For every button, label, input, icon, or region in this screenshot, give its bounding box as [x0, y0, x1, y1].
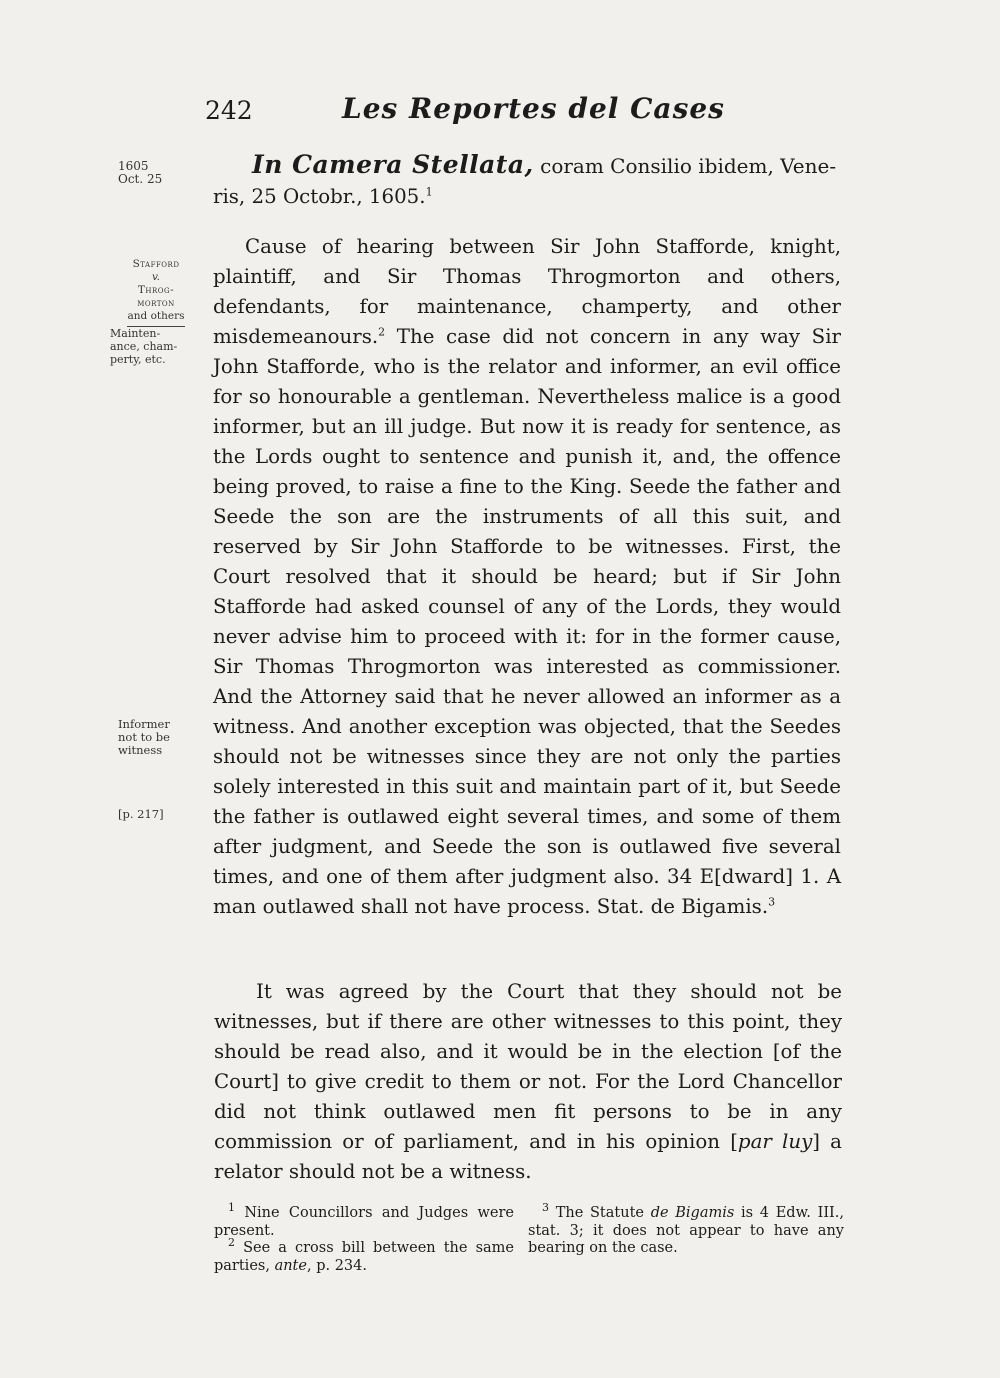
footnotes-left-column [214, 1201, 514, 1275]
margin-page-reference: [p. 217] [118, 807, 164, 821]
informer-line3: witness [118, 743, 163, 757]
subject-line2: ance, cham- [110, 340, 178, 353]
case-heading-line1 [252, 150, 842, 181]
case-defendant-line2: morton [137, 297, 175, 309]
paragraph-2 [214, 977, 842, 1187]
case-and-others: and others [127, 310, 185, 322]
heading-rest: coram Consilio ibidem, Vene- [533, 154, 837, 178]
paragraph-1-part1: Cause of hearing between Sir John Stafforde, knight, plaintiff, and Sir Thomas Throgmorton and others, defendants, for maintenance, champerty, and other misdemeanours. [213, 235, 841, 348]
footnote-3-text-b: is 4 Edw. III., stat. 3; it does not appear to have any bearing on the case. [528, 1205, 844, 1256]
footnote-3-mark: 3 [542, 1201, 549, 1215]
court-title: In Camera Stellata, [252, 150, 534, 179]
case-versus: v. [151, 271, 161, 283]
footnote-1-text: Nine Councillors and Judges were present. [214, 1205, 514, 1239]
margin-date-day: Oct. 25 [118, 172, 163, 186]
footnote-2-text-a: See a cross bill between the same parties, [214, 1240, 514, 1274]
footnote-1 [214, 1201, 514, 1240]
footnote-3 [528, 1201, 844, 1258]
informer-line2: not to be [118, 730, 170, 744]
margin-case-name [110, 258, 202, 330]
footnote-2-mark: 2 [228, 1236, 235, 1250]
paragraph-2-italic: par luy [737, 1130, 813, 1153]
footnote-2-text-b: , p. 234. [306, 1257, 367, 1274]
subject-line3: perty, etc. [110, 353, 166, 366]
case-heading-line2 [213, 182, 841, 212]
footnote-1-mark: 1 [228, 1201, 235, 1215]
footnote-3-text-a: The Statute [549, 1205, 651, 1221]
footnotes-right-column [528, 1201, 844, 1258]
footnote-2-italic: ante [274, 1257, 307, 1274]
paragraph-2-part1: It was agreed by the Court that they should not be witnesses, but if there are other witnesses to this point, they should be read also, and it would be in the election [of the Court] to give credit to them or not. For the Lord Chancellor did not think outlawed men fit persons to be in any commission or of parliament, and in his opinion [ [214, 980, 842, 1153]
subject-line1: Mainten- [110, 327, 161, 340]
footnote-3-italic: de Bigamis [650, 1205, 735, 1221]
paragraph-1-part2: The case did not concern in any way Sir John Stafforde, who is the relator and informer, an evil office for so honourable a gentleman. Nevertheless malice is a good informer, but an ill judge. But now it is ready for sentence, as the Lords ought to sentence and punish it, and, the offence being proved, to raise a fine to the King. Seede the father and Seede the son are the instruments of all this suit, and reserved by Sir John Stafforde to be witnesses. First, the Court resolved that it should be heard; but if Sir John Stafforde had asked counsel of any of the Lords, they would never advise him to proceed with it: for in the former cause, Sir Thomas Throgmorton was interested as commissioner. And the Attorney said that he never allowed an informer as a witness. And another exception was objected, that the Seedes should not be witnesses since they are not only the parties solely interested in this suit and maintain part of it, but Seede the father is outlawed eight several times, and some of them after judgment, and Seede the son is outlawed five several times, and one of them after judgment also. 34 E[dward] 1. A man outlawed shall not have process. Stat. de Bigamis. [213, 325, 841, 918]
case-defendant-line1: Throg- [137, 284, 175, 296]
informer-line1: Informer [118, 717, 170, 731]
footnote-ref-2: 2 [378, 325, 386, 339]
footnote-ref-1: 1 [425, 185, 433, 199]
margin-date-year: 1605 [118, 159, 149, 173]
running-title: Les Reportes del Cases [342, 92, 725, 125]
footnote-ref-3: 3 [768, 895, 776, 909]
footnote-2 [214, 1236, 514, 1275]
paragraph-1 [213, 232, 841, 922]
page-number: 242 [205, 96, 253, 125]
page-header [205, 92, 845, 132]
margin-subject [110, 327, 230, 366]
case-plaintiff: Stafford [132, 258, 180, 270]
paragraph-2-part2: ] a relator should not be a witness. [214, 1130, 842, 1183]
heading-date: ris, 25 Octobr., 1605. [213, 185, 426, 208]
